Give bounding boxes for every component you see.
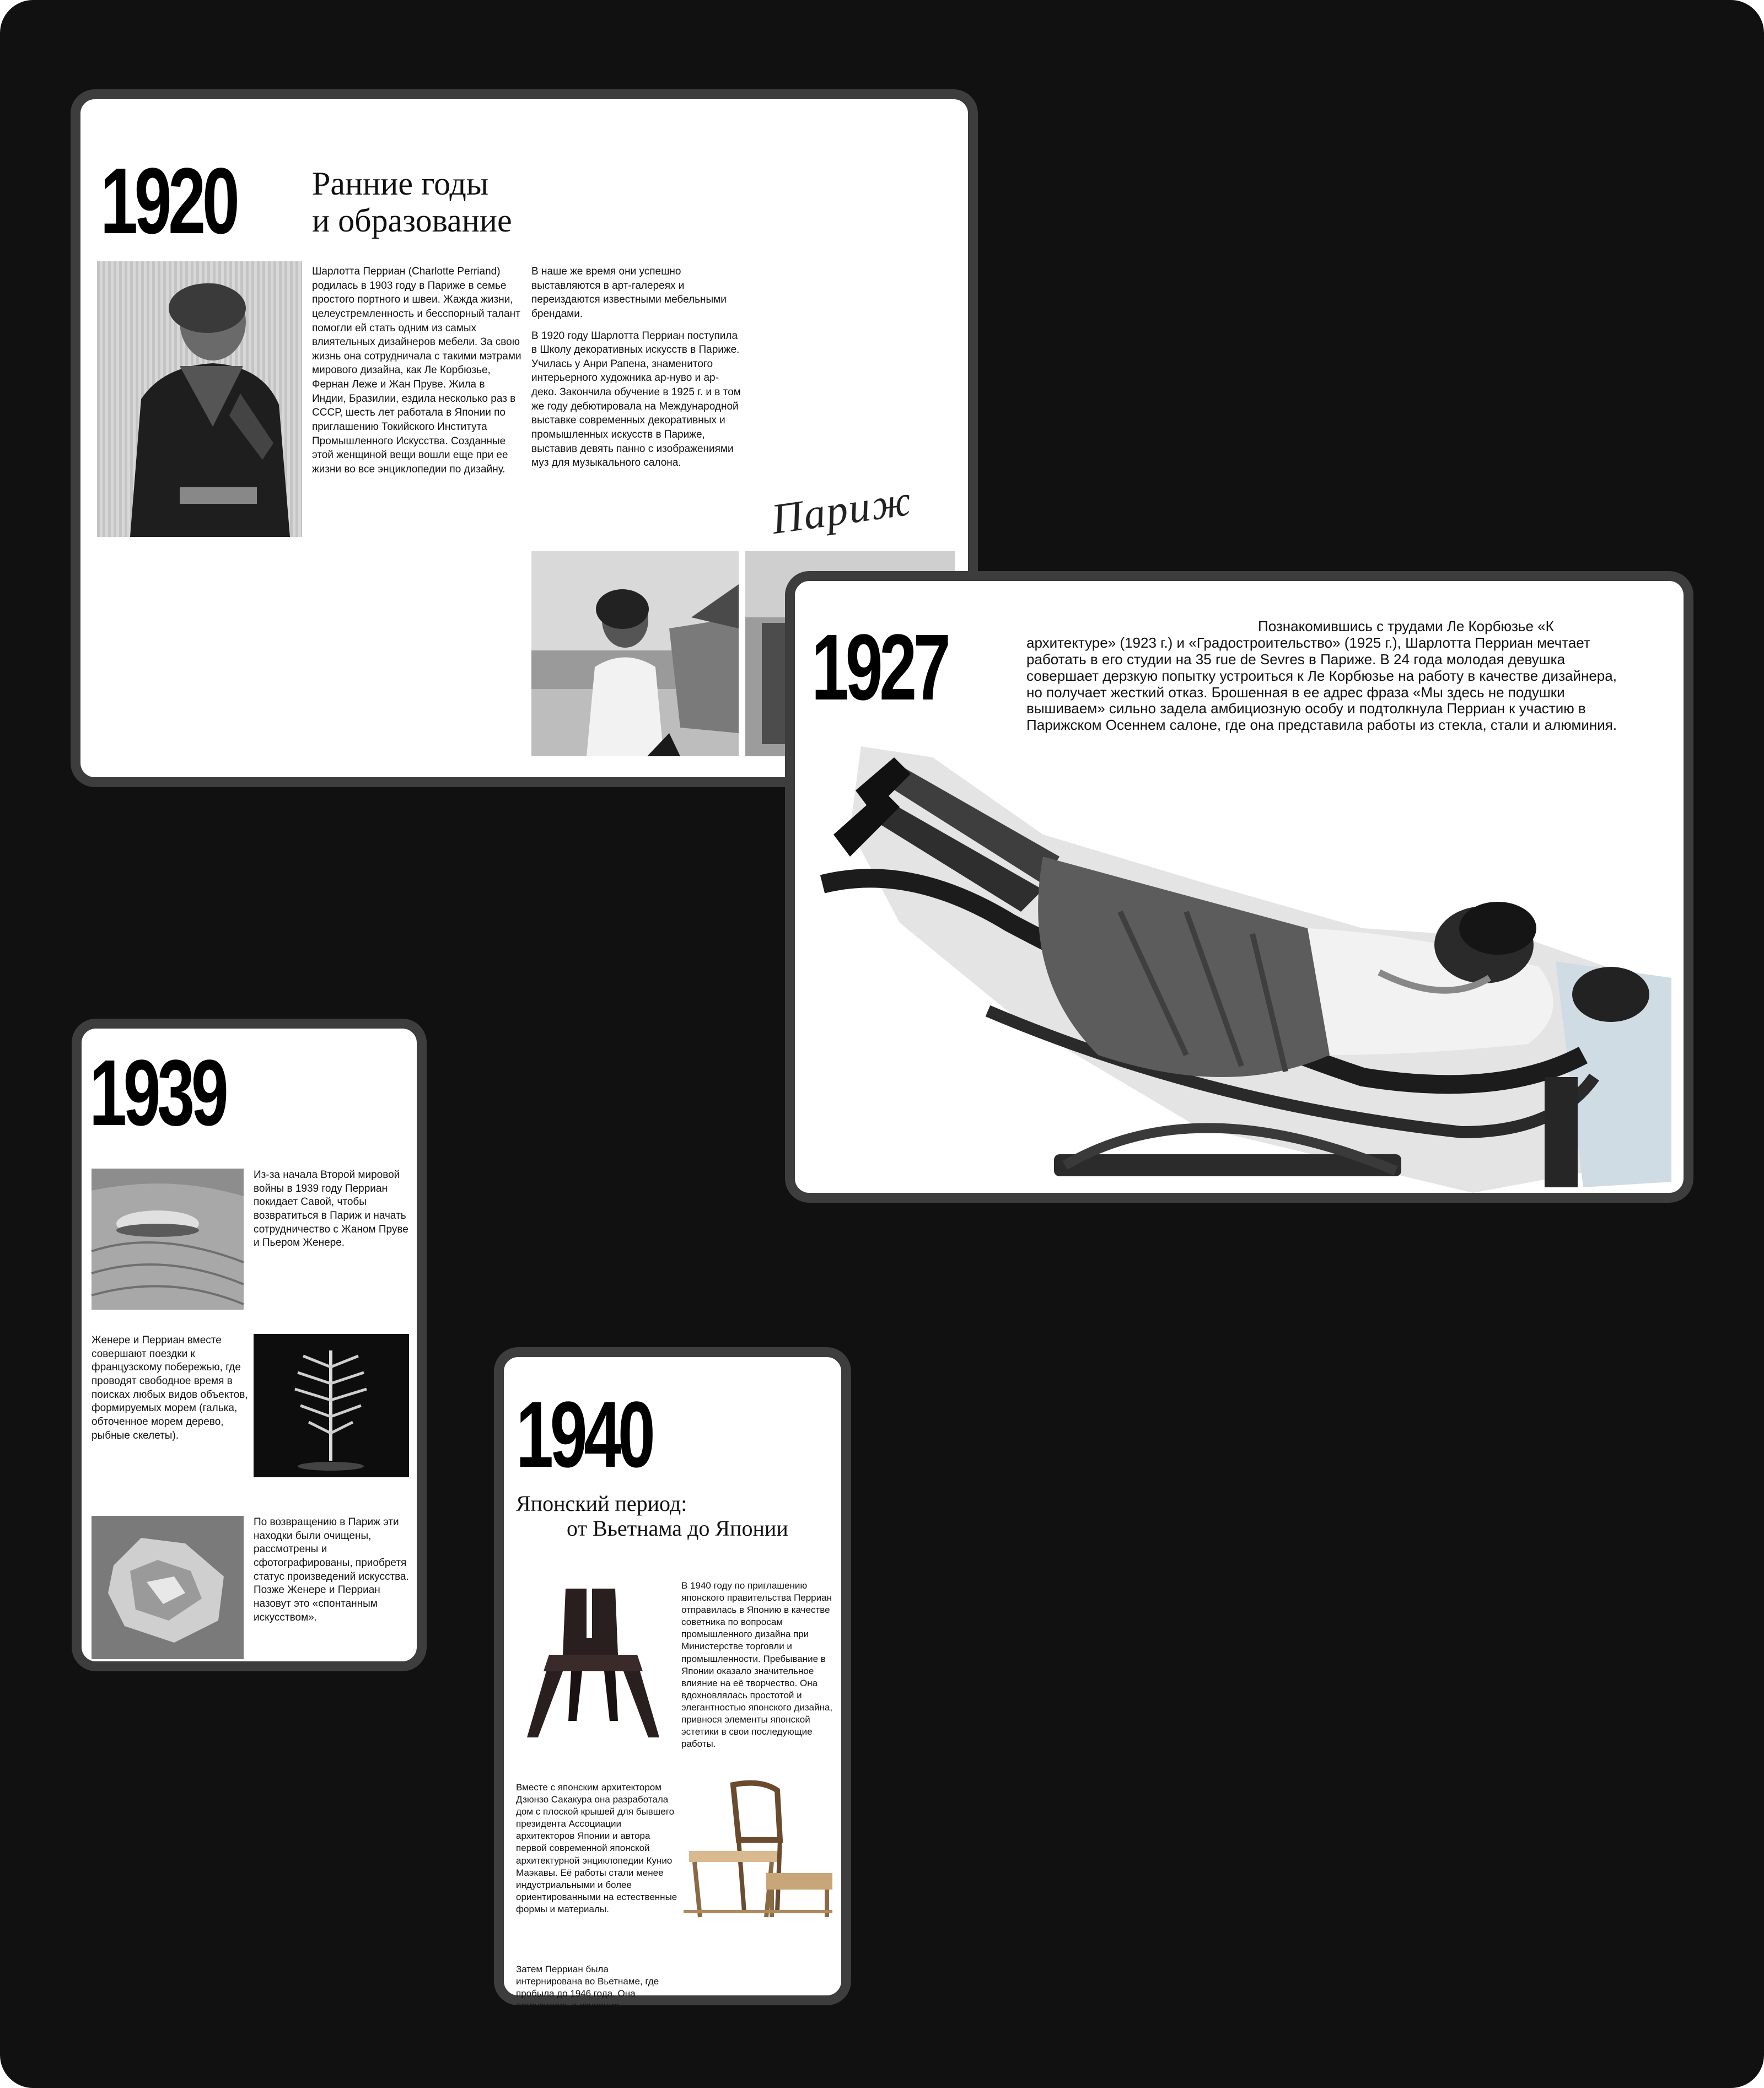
year-1940: 1940	[516, 1382, 652, 1487]
title-1940-line1: Японский период:	[516, 1491, 687, 1516]
text-1927: Познакомившись с трудами Ле Корбюзье «К архитектуре» (1923 г.) и «Градостроительство» (1925 г.), Шарлотта Перриан мечтает работать в его студии на 35 rue de Sevres в Париже. В 24 года молодая девушка совершает дерзкую попытку устроиться к Ле Корбюзье на работу в качестве дизайнера, но получает жесткий отказ. Брошенная в ее адрес фраза «Мы здесь не подушки вышиваем» сильно задела амбициозную особу и подтолкнула Перриан к участию в Парижском Осеннем салоне, где она представила работы из стекла, стали и алюминия.	[1026, 618, 1617, 734]
text-1920-col1: Шарлотта Перриан (Charlotte Perriand) родилась в 1903 году в Париже в семье простого портного и швеи. Жажда жизни, целеустремленность и бесспорный талант помогли ей стать одним из самых влиятельных дизайнеров мебели. За свою жизнь она сотрудничала с такими мэтрами мирового дизайна, как Ле Корбюзье, Фернан Леже и Жан Пруве. Жила в Индии, Бразилии, ездила несколько раз в СССР, шесть лет работала в Японии по приглашению Токийского Института Промышленного Искусства. Созданные этой женщиной вещи вошли еще при ее жизни во все энциклопедии по дизайну.	[312, 266, 521, 475]
portrait-photo-1920	[97, 261, 302, 537]
title-1920-line2: и образование	[312, 202, 512, 239]
text-1940-3: Затем Перриан была интернирована во Вьетнаме, где пробыла до 1946 года. Она погрузилась в изучение	[516, 1964, 659, 2011]
ombra-chair-photo-1940	[516, 1578, 670, 1743]
text-1939-2: Жeнере и Перриан вместе совершают поездки к французскому побережью, где проводят свободное время в поисках любых видов объектов, формируемых морем (галька, обточенное морем дерево, рыбные скелеты).	[92, 1334, 248, 1441]
sand-dune-photo-1939	[92, 1169, 244, 1310]
driftwood-photo-1939	[92, 1516, 244, 1659]
text-1939-3: По возвращению в Париж эти находки были очищены, рассмотрены и сфотографированы, приобретя статус произведений искусства. Позже Жeнере и Перриан назовут это «спонтанным искусством».	[254, 1516, 409, 1623]
wooden-chair-photo-1940	[678, 1779, 841, 1928]
text-1939-1: Из-за начала Второй мировой войны в 1939 году Перриан покидает Савой, чтобы возвратиться в Париж и начать сотрудничество с Жаном Пруве и Пьером Жeнере.	[254, 1169, 408, 1249]
signature-paris: Париж	[768, 476, 915, 543]
title-1920-line1: Ранние годы	[312, 165, 489, 202]
card-1927	[785, 571, 1693, 1203]
title-1940-line2: от Вьетнама до Японии	[567, 1515, 788, 1541]
card-1940	[494, 1347, 851, 2011]
text-1920-col2-para2: В 1920 году Шарлотта Перриан поступила в Школу декоративных искусств в Париже. Училась у Анри Рапена, знаменитого интерьерного художника ар-нуво и ар-деко. Закончила обучение в 1925 г. и в том же году дебютировала на Международной выставке современных декоративных и промышленных искусств в Париже, выставив девять панно с изображениями муз для музыкального салона.	[531, 330, 741, 469]
fish-skeleton-photo-1939	[254, 1334, 409, 1477]
year-1927: 1927	[811, 615, 948, 720]
text-1940-1: В 1940 году по приглашению японского правительства Перриан отправилась в Японию в качестве советника по вопросам промышленного дизайна при Министерстве торговли и промышленности. Пребывание в Японии оказало значительное влияние на её творчество. Она вдохновлялась простотой и элегантностью японского дизайна, привнося элементы японской эстетики в свои последующие работы.	[681, 1580, 833, 1750]
card-1939	[72, 1019, 427, 1671]
text-1920-col2-para1: В наше же время они успешно выставляются в арт-галереях и переиздаются известными мебельными брендами.	[531, 266, 727, 320]
title-1940	[516, 1492, 788, 1541]
year-1920: 1920	[100, 149, 236, 254]
year-1939: 1939	[89, 1041, 225, 1145]
beach-photo-1920	[531, 551, 739, 756]
text-1920-col2	[531, 265, 741, 478]
title-1920	[312, 165, 512, 239]
chaise-longue-photo-1927	[811, 746, 1688, 1193]
text-1940-2: Вместе с японским архитектором Дзюнзо Сакакура она разработала дом с плоской крышей для бывшего президента Ассоциации архитекторов Японии и автора первой современной японской архитектурной энциклопедии Кунио Маэкавы. Её работы стали менее индустриальными и более ориентированными на естественные формы и материалы.	[516, 1782, 677, 1914]
